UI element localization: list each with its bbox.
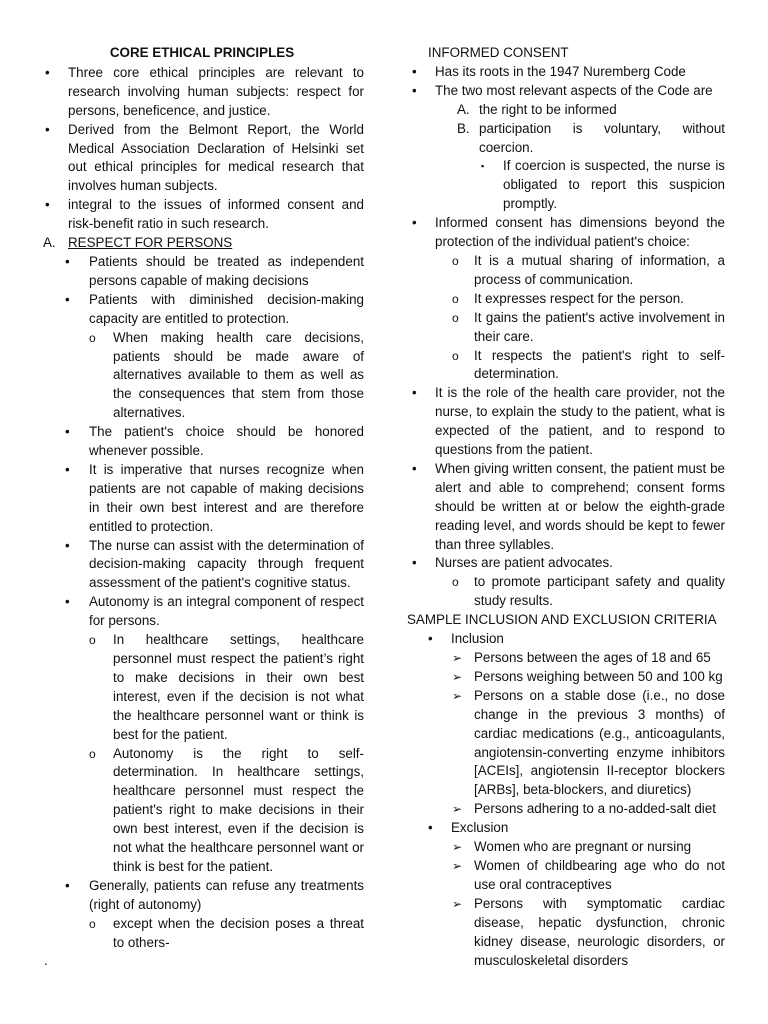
list-item: • Patients with diminished decision-making capacity are entitled to protection. [65,291,364,326]
list-item: • Generally, patients can refuse any treatments (right of autonomy) [65,877,364,912]
list-item: A. the right to be informed [457,101,617,117]
trailing-dot: . [44,953,48,968]
list-item: o It respects the patient's right to self-determination. [452,347,725,382]
bullet-icon: • [65,537,70,553]
bullet-icon: • [65,291,70,307]
list-item: • Patients should be treated as independent persons capable of making decisions [65,253,364,288]
circle-bullet-icon: o [452,253,459,268]
circle-bullet-icon: o [452,291,459,306]
list-item: o except when the decision poses a threat to others- [89,915,364,950]
list-item: • It is the role of the health care provider, not the nurse, to explain the study to the patient, what is expected of the patient, and to respond to questions from the patient. [412,385,725,458]
list-item: • Nurses are patient advocates. [407,554,725,573]
circle-bullet-icon: o [89,746,96,761]
bullet-icon: • [412,385,417,401]
informed-consent-heading: INFORMED CONSENT [428,45,569,60]
list-item: o Autonomy is the right to self-determination. In healthcare settings, healthcare personnel must respect the patient's right to make decisions in their own best interest, even if the decision is not what the healthcare personnel want or think is best for the patient. [89,745,364,874]
list-item: • integral to the issues of informed consent and risk-benefit ratio in such research. [45,197,364,232]
list-item: ➢ Persons adhering to a no-added-salt diet [407,800,725,819]
list-item: • Derived from the Belmont Report, the World Medical Association Declaration of Helsinki set out ethical principles for medical research that involves human subjects. [45,121,364,194]
bullet-icon: • [65,424,70,440]
arrow-bullet-icon: ➢ [452,840,463,855]
bullet-icon: • [45,197,50,213]
list-item: • Three core ethical principles are relevant to research involving human subjects: respect for persons, beneficence, and justice. [45,64,364,118]
arrow-bullet-icon: ➢ [452,688,463,703]
bullet-icon: • [65,461,70,477]
list-item: ➢ Persons between the ages of 18 and 65 [407,649,725,668]
circle-bullet-icon: o [89,633,96,648]
bullet-icon: • [412,460,417,476]
circle-bullet-icon: o [89,916,96,931]
list-item: ➢ Persons on a stable dose (i.e., no dose change in the previous 3 months) of cardiac medications (e.g., anticoagulants, angiotensin-converting enzyme inhibitors [ACEIs], angiotensin II-receptor blockers [ARBs], beta-blockers, and diuretics) [452,687,725,798]
list-item: • Autonomy is an integral component of respect for persons. [65,594,364,629]
bullet-icon: • [412,215,417,231]
arrow-bullet-icon: ➢ [452,669,463,684]
list-item: o It is a mutual sharing of information, a process of communication. [452,252,725,287]
bullet-icon: • [45,121,50,137]
list-item: o It expresses respect for the person. [407,290,725,309]
list-item: B. participation is voluntary, without coercion. [457,120,725,155]
list-item: o In healthcare settings, healthcare personnel must respect the patient’s right to make decisions in their own best interest, even if the decision is not what the healthcare personnel want or think is best for the patient. [89,632,364,742]
list-item: • Exclusion [407,819,725,838]
right-column [407,44,725,970]
list-item: ➢ Persons weighing between 50 and 100 kg [407,668,725,687]
arrow-bullet-icon: ➢ [452,858,463,873]
respect-list [40,253,364,953]
bullet-icon: • [412,555,417,571]
arrow-bullet-icon: ➢ [452,802,463,817]
list-item: • The nurse can assist with the determination of decision-making capacity through frequent assessment of the patient's cognitive status. [65,537,364,591]
criteria-list [407,630,725,970]
bullet-icon: • [65,877,70,893]
bullet-icon: • [45,64,50,80]
page-title: CORE ETHICAL PRINCIPLES [109,45,295,60]
square-bullet-icon: ▪ [481,161,485,172]
list-item: o It gains the patient's active involvement in their care. [452,309,725,344]
list-item: o When making health care decisions, patients should be made aware of alternatives available to them as well as the consequences that stem from those alternatives. [89,329,364,421]
list-item: ▪ If coercion is suspected, the nurse is obligated to report this suspicion promptly. [481,158,725,212]
intro-list [40,64,364,234]
arrow-bullet-icon: ➢ [452,896,463,911]
circle-bullet-icon: o [89,330,96,345]
bullet-icon: • [412,82,417,98]
list-item: o to promote participant safety and quality study results. [452,574,725,609]
list-item: ➢ Women of childbearing age who do not use oral contraceptives [452,857,725,892]
list-item: • Has its roots in the 1947 Nuremberg Code [407,63,725,82]
arrow-bullet-icon: ➢ [452,651,463,665]
list-item: • It is imperative that nurses recognize when patients are not capable of making decisions in their own best interest and are therefore entitled to protection. [65,461,364,534]
left-column [40,44,364,953]
bullet-icon: • [428,631,433,647]
bullet-icon: • [412,63,417,79]
informed-consent-list [407,63,725,611]
circle-bullet-icon: o [452,575,459,590]
list-item: • Inclusion [407,630,725,649]
list-item: ➢ Women who are pregnant or nursing [407,838,725,857]
circle-bullet-icon: o [452,348,459,363]
circle-bullet-icon: o [452,310,459,325]
list-item: ➢ Persons with symptomatic cardiac disease, hepatic dysfunction, chronic kidney disease, neurologic disorders, or musculoskeletal disorders [452,895,725,968]
bullet-icon: • [65,253,70,269]
list-item: • Informed consent has dimensions beyond the protection of the individual patient's choice: [412,215,725,250]
criteria-heading: SAMPLE INCLUSION AND EXCLUSION CRITERIA [407,612,717,628]
list-item: • The two most relevant aspects of the Code are [407,82,725,101]
bullet-icon: • [428,820,433,836]
bullet-icon: • [65,594,70,610]
list-item: • The patient's choice should be honored whenever possible. [65,424,364,459]
section-heading-respect: A. RESPECT FOR PERSONS [43,235,233,251]
list-item: • When giving written consent, the patient must be alert and able to comprehend; consent forms should be written at or below the eighth-grade reading level, and words should be kept to fewer than three syllables. [412,460,725,552]
